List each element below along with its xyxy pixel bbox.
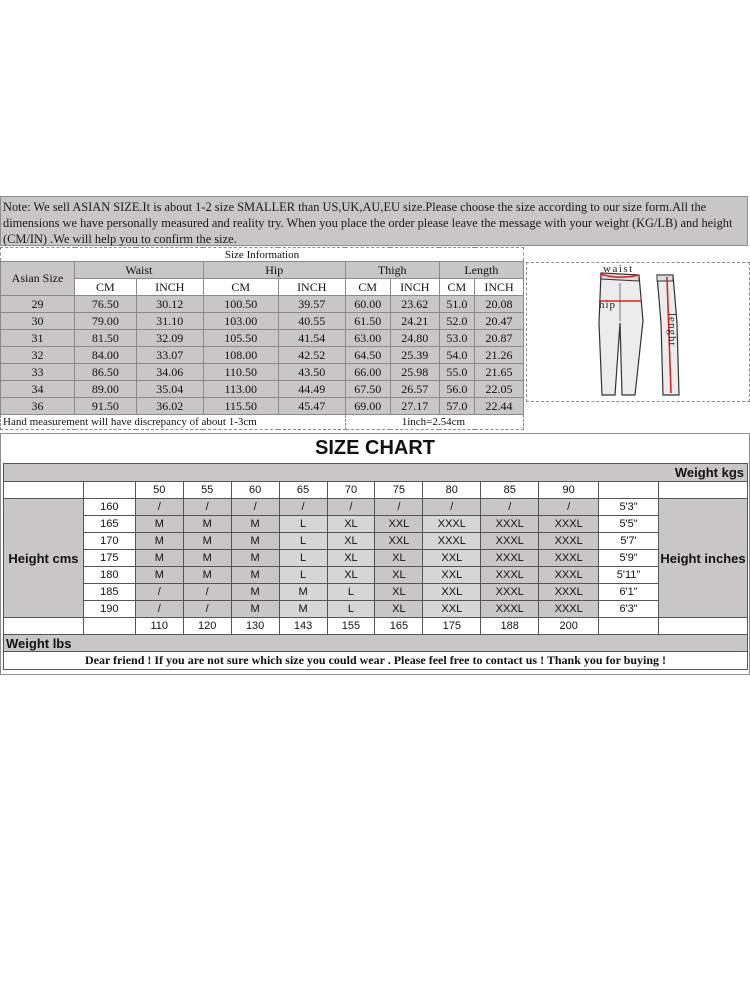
weight-lb-cell: 188 bbox=[481, 618, 539, 635]
chart-row bbox=[4, 584, 748, 601]
weight-kg-cell: 65 bbox=[279, 482, 327, 499]
measurement-cell: 55.0 bbox=[439, 364, 474, 381]
size-cell: / bbox=[375, 499, 423, 516]
measurement-cell: 67.50 bbox=[345, 381, 390, 398]
weight-kg-cell: 75 bbox=[375, 482, 423, 499]
measurement-cell: 66.00 bbox=[345, 364, 390, 381]
height-cm-cell: 175 bbox=[83, 550, 135, 567]
measurement-cell: 25.39 bbox=[390, 347, 439, 364]
group-hip: Hip bbox=[203, 262, 345, 279]
waist-label: waist bbox=[603, 263, 634, 275]
size-cell: / bbox=[135, 499, 183, 516]
asian-size-cell: 30 bbox=[1, 313, 75, 330]
size-cell: XXXL bbox=[423, 516, 481, 533]
size-cell: XXXL bbox=[423, 533, 481, 550]
height-inch-cell: 5'7' bbox=[599, 533, 659, 550]
spacer-cell bbox=[659, 482, 748, 499]
unit-header: CM bbox=[439, 279, 474, 296]
weight-kg-cell: 55 bbox=[183, 482, 231, 499]
size-cell: XL bbox=[327, 516, 375, 533]
size-cell: XXXL bbox=[539, 567, 599, 584]
size-cell: XXXL bbox=[481, 584, 539, 601]
measurement-cell: 42.52 bbox=[278, 347, 345, 364]
height-inch-cell: 5'3" bbox=[599, 499, 659, 516]
height-inch-cell: 5'5" bbox=[599, 516, 659, 533]
size-chart bbox=[0, 433, 750, 675]
size-cell: / bbox=[231, 499, 279, 516]
size-cell: M bbox=[231, 550, 279, 567]
measurement-cell: 21.65 bbox=[475, 364, 524, 381]
size-cell: XXXL bbox=[481, 550, 539, 567]
size-cell: XXL bbox=[375, 516, 423, 533]
spacer-cell bbox=[4, 482, 84, 499]
height-cm-cell: 170 bbox=[83, 533, 135, 550]
measurement-cell: 24.80 bbox=[390, 330, 439, 347]
measurement-cell: 52.0 bbox=[439, 313, 474, 330]
height-inch-cell: 6'1" bbox=[599, 584, 659, 601]
size-cell: XL bbox=[327, 567, 375, 584]
size-cell: L bbox=[279, 516, 327, 533]
size-cell: XXL bbox=[375, 533, 423, 550]
measurement-cell: 115.50 bbox=[203, 398, 278, 415]
chart-row bbox=[4, 550, 748, 567]
weight-lb-cell: 130 bbox=[231, 618, 279, 635]
weight-lb-cell: 175 bbox=[423, 618, 481, 635]
chart-row bbox=[4, 533, 748, 550]
measurement-cell: 24.21 bbox=[390, 313, 439, 330]
size-cell: M bbox=[183, 567, 231, 584]
size-cell: XXL bbox=[423, 601, 481, 618]
measurement-cell: 110.50 bbox=[203, 364, 278, 381]
size-cell: / bbox=[539, 499, 599, 516]
measurement-cell: 43.50 bbox=[278, 364, 345, 381]
measurement-cell: 34.06 bbox=[136, 364, 203, 381]
size-cell: M bbox=[135, 516, 183, 533]
height-cm-cell: 185 bbox=[83, 584, 135, 601]
weight-lb-cell: 110 bbox=[135, 618, 183, 635]
size-cell: / bbox=[423, 499, 481, 516]
weight-kgs-label: Weight kgs bbox=[4, 464, 748, 482]
measurement-cell: 53.0 bbox=[439, 330, 474, 347]
size-cell: XXXL bbox=[539, 550, 599, 567]
weight-kg-cell: 50 bbox=[135, 482, 183, 499]
unit-header: CM bbox=[203, 279, 278, 296]
measurement-note: Hand measurement will have discrepancy of about 1-3cm bbox=[1, 415, 346, 430]
size-row bbox=[1, 381, 524, 398]
size-cell: XL bbox=[375, 567, 423, 584]
measurement-cell: 20.08 bbox=[475, 296, 524, 313]
measurement-cell: 86.50 bbox=[75, 364, 137, 381]
size-cell: / bbox=[183, 499, 231, 516]
measurement-cell: 64.50 bbox=[345, 347, 390, 364]
conversion-note: 1inch=2.54cm bbox=[345, 415, 523, 430]
measurement-cell: 32.09 bbox=[136, 330, 203, 347]
unit-header: INCH bbox=[390, 279, 439, 296]
spacer-cell bbox=[659, 618, 748, 635]
measurement-cell: 79.00 bbox=[75, 313, 137, 330]
measurement-cell: 103.00 bbox=[203, 313, 278, 330]
weight-lb-cell: 120 bbox=[183, 618, 231, 635]
measurement-cell: 113.00 bbox=[203, 381, 278, 398]
weight-lb-cell: 200 bbox=[539, 618, 599, 635]
size-cell: XXXL bbox=[539, 533, 599, 550]
chart-row bbox=[4, 516, 748, 533]
height-cm-cell: 160 bbox=[83, 499, 135, 516]
size-row bbox=[1, 296, 524, 313]
chart-row bbox=[4, 499, 748, 516]
size-cell: XXXL bbox=[481, 533, 539, 550]
measurement-cell: 35.04 bbox=[136, 381, 203, 398]
measurement-cell: 81.50 bbox=[75, 330, 137, 347]
spacer-cell bbox=[599, 482, 659, 499]
measurement-cell: 22.44 bbox=[475, 398, 524, 415]
size-cell: XXXL bbox=[539, 516, 599, 533]
size-cell: M bbox=[231, 533, 279, 550]
size-cell: XXL bbox=[423, 550, 481, 567]
size-cell: L bbox=[279, 567, 327, 584]
size-cell: XXXL bbox=[539, 584, 599, 601]
measurement-cell: 105.50 bbox=[203, 330, 278, 347]
measurement-cell: 21.26 bbox=[475, 347, 524, 364]
measurement-cell: 20.47 bbox=[475, 313, 524, 330]
size-row bbox=[1, 364, 524, 381]
weight-lb-cell: 155 bbox=[327, 618, 375, 635]
size-cell: XL bbox=[375, 550, 423, 567]
chart-row bbox=[4, 567, 748, 584]
measurement-cell: 91.50 bbox=[75, 398, 137, 415]
size-cell: / bbox=[135, 584, 183, 601]
unit-header: CM bbox=[345, 279, 390, 296]
size-cell: XL bbox=[327, 550, 375, 567]
measurement-cell: 27.17 bbox=[390, 398, 439, 415]
weight-kg-cell: 90 bbox=[539, 482, 599, 499]
size-cell: L bbox=[279, 533, 327, 550]
size-cell: / bbox=[327, 499, 375, 516]
measurement-cell: 89.00 bbox=[75, 381, 137, 398]
measurement-cell: 41.54 bbox=[278, 330, 345, 347]
size-cell: / bbox=[135, 601, 183, 618]
weight-kg-cell: 85 bbox=[481, 482, 539, 499]
size-note: Note: We sell ASIAN SIZE.It is about 1-2 size SMALLER than US,UK,AU,EU size.Please choose the size according to our size form.All the dimensions we have personally measured and reality try. When you place the order please leave the message with your weight (KG/LB) and height (CM/IN) .We will help you to confirm the size. bbox=[0, 196, 748, 246]
measurement-cell: 25.98 bbox=[390, 364, 439, 381]
height-inch-cell: 5'11" bbox=[599, 567, 659, 584]
size-cell: L bbox=[327, 584, 375, 601]
measurement-cell: 45.47 bbox=[278, 398, 345, 415]
size-guide bbox=[0, 196, 750, 674]
measurement-cell: 31.10 bbox=[136, 313, 203, 330]
size-cell: / bbox=[183, 601, 231, 618]
size-cell: XL bbox=[327, 533, 375, 550]
length-label: lenght bbox=[666, 313, 678, 347]
size-cell: / bbox=[279, 499, 327, 516]
measurement-cell: 33.07 bbox=[136, 347, 203, 364]
pants-diagram bbox=[526, 262, 750, 402]
spacer-cell bbox=[83, 482, 135, 499]
weight-lb-cell: 143 bbox=[279, 618, 327, 635]
measurement-cell: 108.00 bbox=[203, 347, 278, 364]
height-cms-label: Height cms bbox=[4, 499, 84, 618]
group-waist: Waist bbox=[75, 262, 204, 279]
asian-size-cell: 33 bbox=[1, 364, 75, 381]
measurement-cell: 44.49 bbox=[278, 381, 345, 398]
size-cell: M bbox=[183, 516, 231, 533]
measurement-cell: 57.0 bbox=[439, 398, 474, 415]
measurement-cell: 22.05 bbox=[475, 381, 524, 398]
size-cell: M bbox=[231, 516, 279, 533]
size-cell: XL bbox=[375, 601, 423, 618]
measurement-cell: 26.57 bbox=[390, 381, 439, 398]
size-cell: XXL bbox=[423, 584, 481, 601]
measurement-cell: 56.0 bbox=[439, 381, 474, 398]
asian-size-cell: 32 bbox=[1, 347, 75, 364]
spacer-cell bbox=[599, 618, 659, 635]
height-inches-label: Height inches bbox=[659, 499, 748, 618]
measurement-cell: 69.00 bbox=[345, 398, 390, 415]
asian-size-label: Asian Size bbox=[1, 262, 75, 296]
spacer-cell bbox=[4, 618, 84, 635]
weight-kg-cell: 70 bbox=[327, 482, 375, 499]
size-cell: M bbox=[231, 584, 279, 601]
size-cell: L bbox=[327, 601, 375, 618]
measurement-cell: 60.00 bbox=[345, 296, 390, 313]
height-inch-cell: 6'3" bbox=[599, 601, 659, 618]
size-cell: M bbox=[279, 584, 327, 601]
group-length: Length bbox=[439, 262, 523, 279]
unit-header: INCH bbox=[475, 279, 524, 296]
size-cell: / bbox=[481, 499, 539, 516]
spacer-cell bbox=[83, 618, 135, 635]
asian-size-cell: 36 bbox=[1, 398, 75, 415]
measurement-cell: 76.50 bbox=[75, 296, 137, 313]
size-cell: M bbox=[135, 533, 183, 550]
measurement-cell: 40.55 bbox=[278, 313, 345, 330]
measurement-cell: 30.12 bbox=[136, 296, 203, 313]
size-row bbox=[1, 398, 524, 415]
asian-size-cell: 34 bbox=[1, 381, 75, 398]
size-row bbox=[1, 347, 524, 364]
size-cell: M bbox=[135, 550, 183, 567]
size-cell: XXXL bbox=[481, 567, 539, 584]
size-row bbox=[1, 330, 524, 347]
measurement-cell: 20.87 bbox=[475, 330, 524, 347]
pants-illustration bbox=[527, 263, 749, 401]
size-cell: XL bbox=[375, 584, 423, 601]
unit-header: CM bbox=[75, 279, 137, 296]
weight-kg-cell: 80 bbox=[423, 482, 481, 499]
size-cell: M bbox=[231, 567, 279, 584]
measurement-cell: 63.00 bbox=[345, 330, 390, 347]
size-cell: XXXL bbox=[539, 601, 599, 618]
contact-message: Dear friend ! If you are not sure which size you could wear . Please feel free to contact us ! Thank you for buying ! bbox=[4, 652, 748, 670]
size-cell: XXL bbox=[423, 567, 481, 584]
measurement-cell: 51.0 bbox=[439, 296, 474, 313]
asian-size-cell: 29 bbox=[1, 296, 75, 313]
height-cm-cell: 165 bbox=[83, 516, 135, 533]
size-cell: XXXL bbox=[481, 516, 539, 533]
group-thigh: Thigh bbox=[345, 262, 439, 279]
measurement-cell: 23.62 bbox=[390, 296, 439, 313]
size-cell: M bbox=[183, 533, 231, 550]
size-cell: M bbox=[183, 550, 231, 567]
size-cell: M bbox=[231, 601, 279, 618]
measurement-cell: 54.0 bbox=[439, 347, 474, 364]
unit-header: INCH bbox=[278, 279, 345, 296]
chart-row bbox=[4, 601, 748, 618]
unit-header: INCH bbox=[136, 279, 203, 296]
size-information-table bbox=[0, 247, 524, 429]
asian-size-cell: 31 bbox=[1, 330, 75, 347]
weight-kg-cell: 60 bbox=[231, 482, 279, 499]
hip-label: hip bbox=[599, 299, 617, 311]
size-cell: / bbox=[183, 584, 231, 601]
height-cm-cell: 190 bbox=[83, 601, 135, 618]
weight-lbs-label: Weight lbs bbox=[4, 635, 748, 652]
size-row bbox=[1, 313, 524, 330]
size-cell: L bbox=[279, 550, 327, 567]
size-cell: M bbox=[279, 601, 327, 618]
size-chart-title: SIZE CHART bbox=[315, 437, 435, 459]
measurement-cell: 84.00 bbox=[75, 347, 137, 364]
measurement-cell: 61.50 bbox=[345, 313, 390, 330]
size-information-label: Size Information bbox=[1, 248, 524, 262]
measurement-cell: 100.50 bbox=[203, 296, 278, 313]
size-cell: XXXL bbox=[481, 601, 539, 618]
size-cell: M bbox=[135, 567, 183, 584]
measurement-cell: 39.57 bbox=[278, 296, 345, 313]
measurement-cell: 36.02 bbox=[136, 398, 203, 415]
height-cm-cell: 180 bbox=[83, 567, 135, 584]
weight-lb-cell: 165 bbox=[375, 618, 423, 635]
height-inch-cell: 5'9" bbox=[599, 550, 659, 567]
